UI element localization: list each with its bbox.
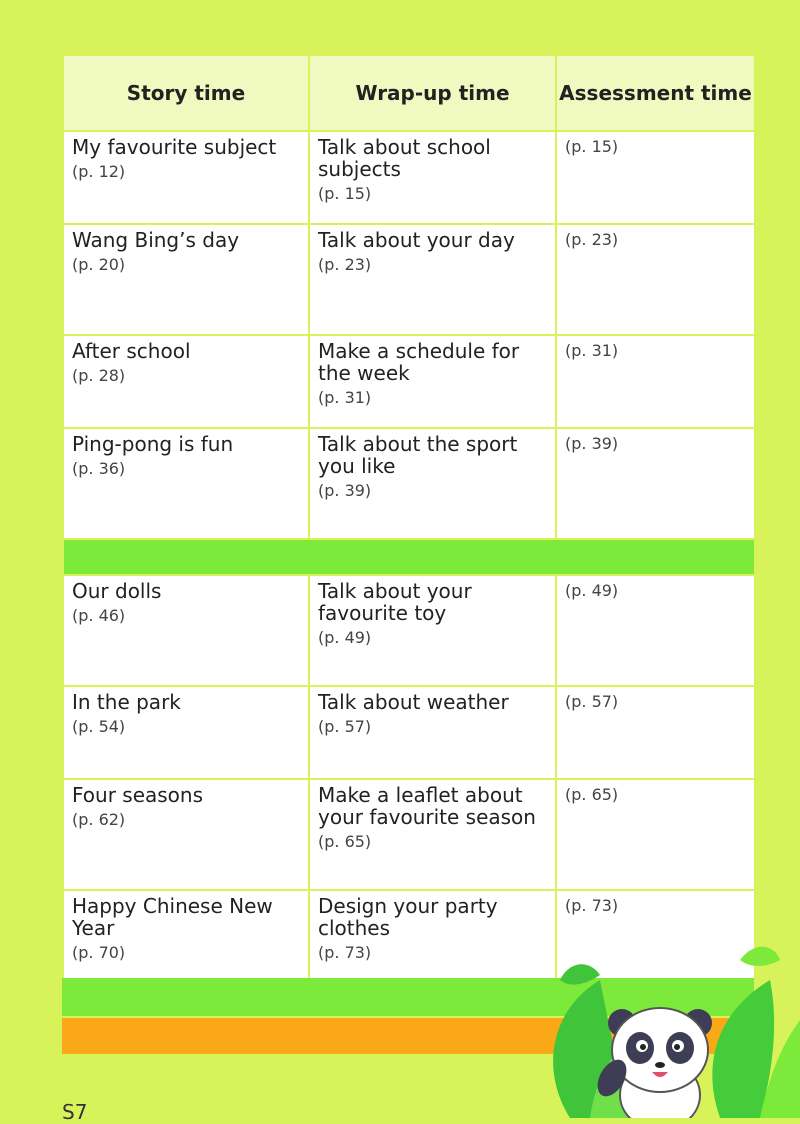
- wrap-page: (p. 31): [318, 388, 372, 407]
- story-cell: [63, 779, 309, 890]
- table-row: [63, 224, 755, 335]
- wrap-page: (p. 49): [318, 628, 372, 647]
- wrap-cell: [309, 890, 556, 981]
- table-row: [63, 575, 755, 686]
- story-page: (p. 54): [72, 717, 126, 736]
- table-row: [63, 428, 755, 539]
- assess-page: (p. 49): [565, 581, 619, 600]
- story-cell: [63, 131, 309, 224]
- wrap-cell: [309, 224, 556, 335]
- header-story-time: Story time: [63, 55, 309, 131]
- wrap-cell: [309, 335, 556, 428]
- table-row: [63, 335, 755, 428]
- assess-cell: [556, 686, 755, 779]
- story-title: Four seasons: [72, 783, 204, 807]
- story-cell: [63, 428, 309, 539]
- assess-cell: [556, 131, 755, 224]
- header-assessment-time: Assessment time: [556, 55, 755, 131]
- story-cell: [63, 224, 309, 335]
- story-page: (p. 12): [72, 162, 126, 181]
- assess-cell: [556, 575, 755, 686]
- assess-cell: [556, 428, 755, 539]
- assess-page: (p. 65): [565, 785, 619, 804]
- story-page: (p. 28): [72, 366, 126, 385]
- story-title: Happy Chinese New Year: [72, 894, 273, 940]
- assess-page: (p. 39): [565, 434, 619, 453]
- wrap-cell: [309, 686, 556, 779]
- assess-page: (p. 31): [565, 341, 619, 360]
- story-cell: [63, 575, 309, 686]
- section-divider: [63, 539, 755, 575]
- assess-cell: [556, 224, 755, 335]
- story-title: My favourite subject: [72, 135, 277, 159]
- wrap-page: (p. 65): [318, 832, 372, 851]
- story-title: Our dolls: [72, 579, 162, 603]
- wrap-cell: [309, 575, 556, 686]
- story-page: (p. 20): [72, 255, 126, 274]
- story-title: In the park: [72, 690, 181, 714]
- wrap-page: (p. 23): [318, 255, 372, 274]
- story-page: (p. 70): [72, 943, 126, 962]
- story-cell: [63, 686, 309, 779]
- contents-table-wrap: [62, 54, 754, 982]
- story-page: (p. 36): [72, 459, 126, 478]
- wrap-title: Talk about the sport you like: [318, 432, 518, 478]
- assess-cell: [556, 779, 755, 890]
- leaf-decoration: [530, 920, 800, 1118]
- assess-page: (p. 73): [565, 896, 619, 915]
- wrap-title: Talk about weather: [318, 690, 509, 714]
- wrap-title: Make a schedule for the week: [318, 339, 520, 385]
- assess-page: (p. 57): [565, 692, 619, 711]
- wrap-page: (p. 73): [318, 943, 372, 962]
- assess-page: (p. 15): [565, 137, 619, 156]
- wrap-title: Make a leaflet about your favourite season: [318, 783, 536, 829]
- story-title: Ping-pong is fun: [72, 432, 234, 456]
- table-row: [63, 131, 755, 224]
- header-row: [63, 55, 755, 131]
- story-cell: [63, 890, 309, 981]
- story-page: (p. 46): [72, 606, 126, 625]
- wrap-cell: [309, 131, 556, 224]
- wrap-cell: [309, 779, 556, 890]
- wrap-title: Talk about school subjects: [318, 135, 491, 181]
- wrap-title: Design your party clothes: [318, 894, 498, 940]
- table-row: [63, 779, 755, 890]
- wrap-page: (p. 39): [318, 481, 372, 500]
- contents-table: [62, 54, 756, 982]
- wrap-title: Talk about your favourite toy: [318, 579, 472, 625]
- story-cell: [63, 335, 309, 428]
- story-page: (p. 62): [72, 810, 126, 829]
- wrap-title: Talk about your day: [318, 228, 515, 252]
- assess-cell: [556, 335, 755, 428]
- assess-page: (p. 23): [565, 230, 619, 249]
- story-title: Wang Bing’s day: [72, 228, 240, 252]
- table-row: [63, 686, 755, 779]
- wrap-page: (p. 15): [318, 184, 372, 203]
- wrap-cell: [309, 428, 556, 539]
- story-title: After school: [72, 339, 191, 363]
- page-number: S7: [62, 1100, 88, 1124]
- header-wrap-up-time: Wrap-up time: [309, 55, 556, 131]
- wrap-page: (p. 57): [318, 717, 372, 736]
